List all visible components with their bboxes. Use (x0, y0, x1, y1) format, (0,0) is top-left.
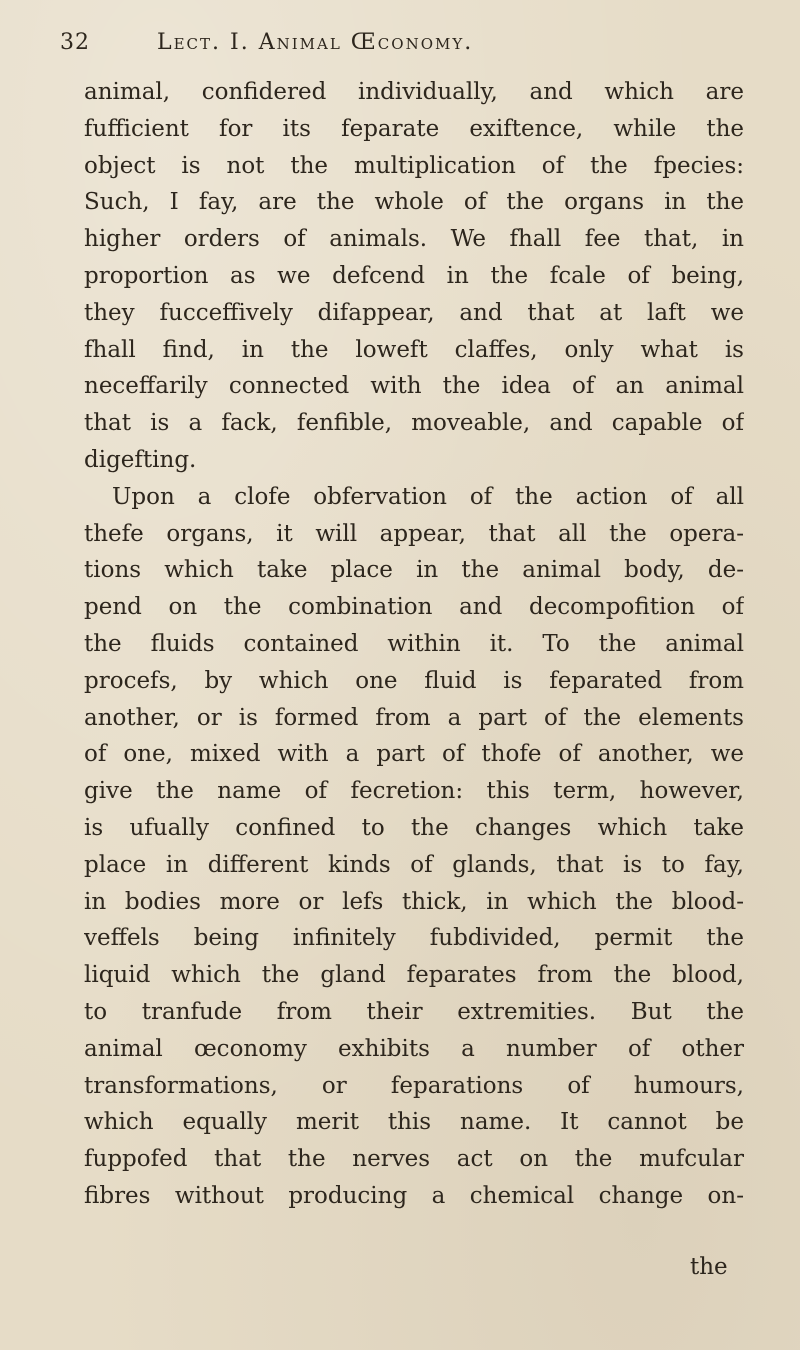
text-line: that is a fack, fenfible, moveable, and capable of (84, 410, 744, 437)
text-line: digefting. (84, 446, 197, 473)
text-line: animal, confidered individually, and which are (84, 79, 744, 105)
text-line: fibres without producing a chemical change on- (84, 1182, 744, 1209)
text-line: transformations, or feparations of humours, (84, 1072, 744, 1099)
text-line: veffels being infinitely fubdivided, permit the (84, 925, 744, 952)
text-line: the fluids contained within it. To the animal (84, 630, 744, 657)
text-line: object is not the multiplication of the fpecies: (84, 152, 744, 179)
text-line: proportion as we defcend in the fcale of being, (84, 262, 744, 289)
text-line: tions which take place in the animal body, de- (84, 557, 744, 584)
text-line: which equally merit this name. It cannot be (84, 1109, 744, 1136)
text-line: in bodies more or lefs thick, in which the blood- (84, 888, 744, 915)
text-line: higher orders of animals. We fhall fee that, in (84, 226, 744, 253)
text-line: of one, mixed with a part of thofe of another, we (84, 741, 744, 768)
text-line: to tranfude from their extremities. But the (84, 998, 744, 1025)
text-line: another, or is formed from a part of the elements (84, 704, 744, 731)
text-line: Upon a clofe obfervation of the action of all (112, 483, 744, 510)
body-text (84, 74, 744, 1215)
text-line: animal œconomy exhibits a number of other (84, 1035, 744, 1062)
text-line: thefe organs, it will appear, that all the opera- (84, 520, 744, 547)
running-head (60, 30, 760, 60)
text-line: pend on the combination and decompofition of (84, 594, 744, 621)
running-title: Lect. I. Animal Œconomy. (157, 30, 474, 55)
text-line: give the name of fecretion: this term, however, (84, 778, 744, 805)
text-line: neceffarily connected with the idea of an animal (84, 373, 744, 400)
text-line: liquid which the gland feparates from the blood, (84, 962, 744, 989)
text-line: procefs, by which one fluid is feparated from (84, 667, 744, 694)
text-line: fhall find, in the loweft claffes, only what is (84, 336, 744, 363)
text-line: Such, I fay, are the whole of the organs in the (84, 189, 744, 216)
page-number: 32 (60, 30, 90, 55)
text-line: place in different kinds of glands, that is to fay, (84, 851, 744, 878)
text-line: they fucceffively difappear, and that at laft we (84, 299, 744, 326)
text-line: fuppofed that the nerves act on the mufcular (84, 1146, 744, 1173)
text-line: fufficient for its feparate exiftence, while the (84, 115, 744, 142)
text-line: is ufually confined to the changes which take (84, 814, 744, 841)
catchword: the (690, 1254, 728, 1280)
